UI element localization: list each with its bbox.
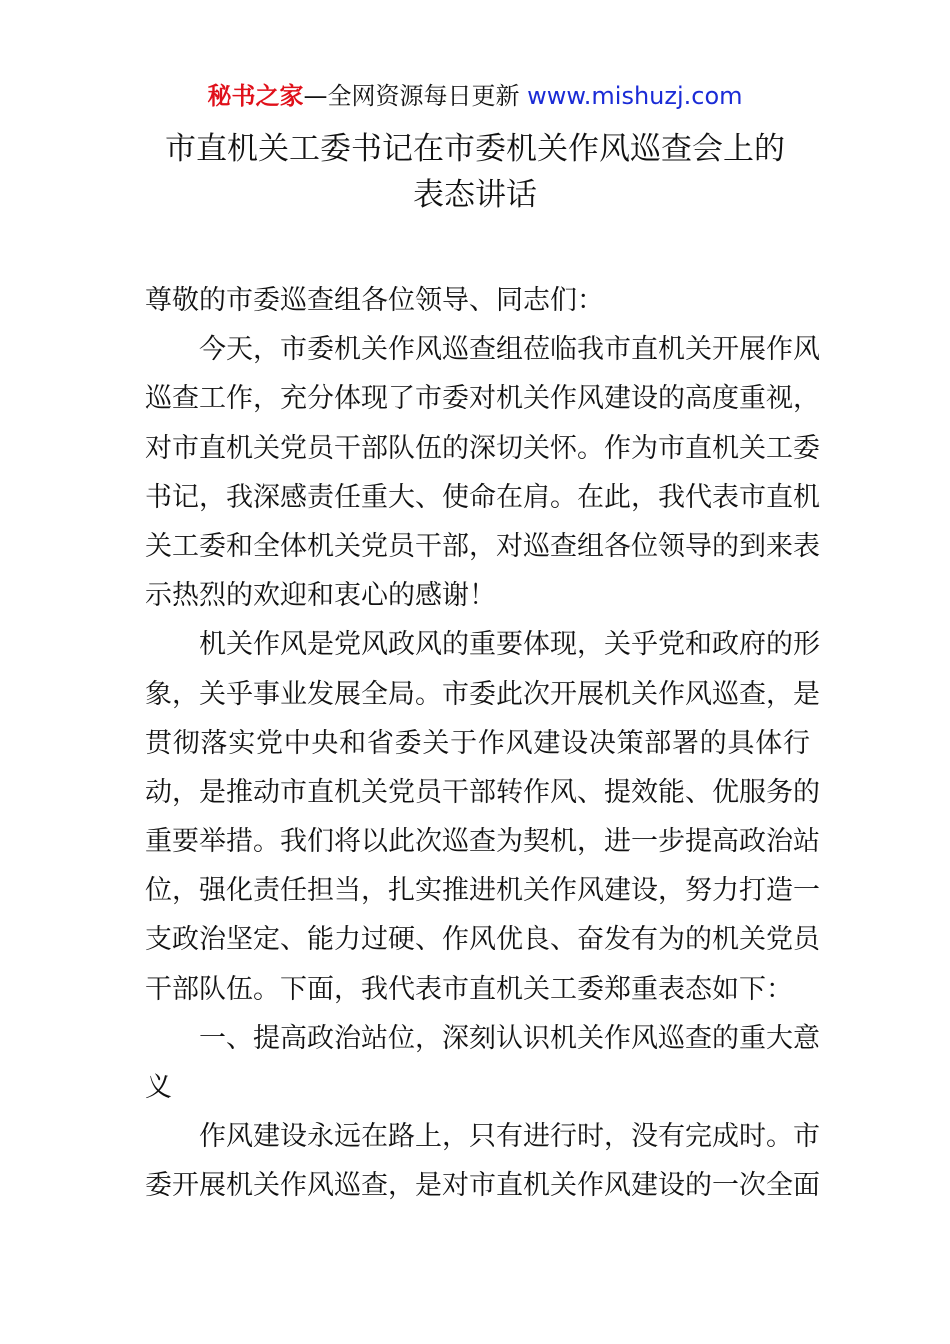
site-url[interactable]: www.mishuzj.com xyxy=(527,82,743,110)
document-body xyxy=(145,276,820,1211)
title-line: 表态讲话 xyxy=(413,177,537,213)
body-line: 机关作风是党风政风的重要体现，关乎党和政府的形 xyxy=(145,629,820,661)
body-line: 委开展机关作风巡查，是对市直机关作风建设的一次全面 xyxy=(145,1170,820,1202)
body-line: 对市直机关党员干部队伍的深切关怀。作为市直机关工委 xyxy=(145,432,820,464)
title-line: 市直机关工委书记在市委机关作风巡查会上的 xyxy=(165,131,785,167)
body-line: 作风建设永远在路上，只有进行时，没有完成时。市 xyxy=(145,1121,820,1153)
body-line: 重要举措。我们将以此次巡查为契机，进一步提高政治站 xyxy=(145,826,820,858)
body-line: 书记，我深感责任重大、使命在肩。在此，我代表市直机 xyxy=(145,481,820,513)
body-line: 干部队伍。下面，我代表市直机关工委郑重表态如下： xyxy=(145,973,793,1005)
document-title xyxy=(100,126,850,218)
body-line: 巡查工作，充分体现了市委对机关作风建设的高度重视， xyxy=(145,383,820,415)
body-line: 象，关乎事业发展全局。市委此次开展机关作风巡查，是 xyxy=(145,678,820,710)
body-line: 支政治坚定、能力过硬、作风优良、奋发有为的机关党员 xyxy=(145,924,820,956)
salutation: 尊敬的市委巡查组各位领导、同志们： xyxy=(145,285,604,316)
section-heading: 一、提高政治站位，深刻认识机关作风巡查的重大意 xyxy=(145,1022,820,1054)
body-line: 贯彻落实党中央和省委关于作风建设决策部署的具体行 xyxy=(145,727,810,759)
body-line: 示热烈的欢迎和衷心的感谢！ xyxy=(145,580,496,612)
body-line: 位，强化责任担当，扎实推进机关作风建设，努力打造一 xyxy=(145,875,820,907)
section-heading-end: 义 xyxy=(145,1072,172,1103)
header-tagline: —全网资源每日更新 xyxy=(303,82,528,110)
site-header xyxy=(0,80,950,112)
body-line: 今天，市委机关作风巡查组莅临我市直机关开展作风 xyxy=(145,334,820,366)
body-line: 动，是推动市直机关党员干部转作风、提效能、优服务的 xyxy=(145,776,820,808)
brand-name: 秘书之家 xyxy=(207,82,304,110)
body-line: 关工委和全体机关党员干部，对巡查组各位领导的到来表 xyxy=(145,530,820,562)
